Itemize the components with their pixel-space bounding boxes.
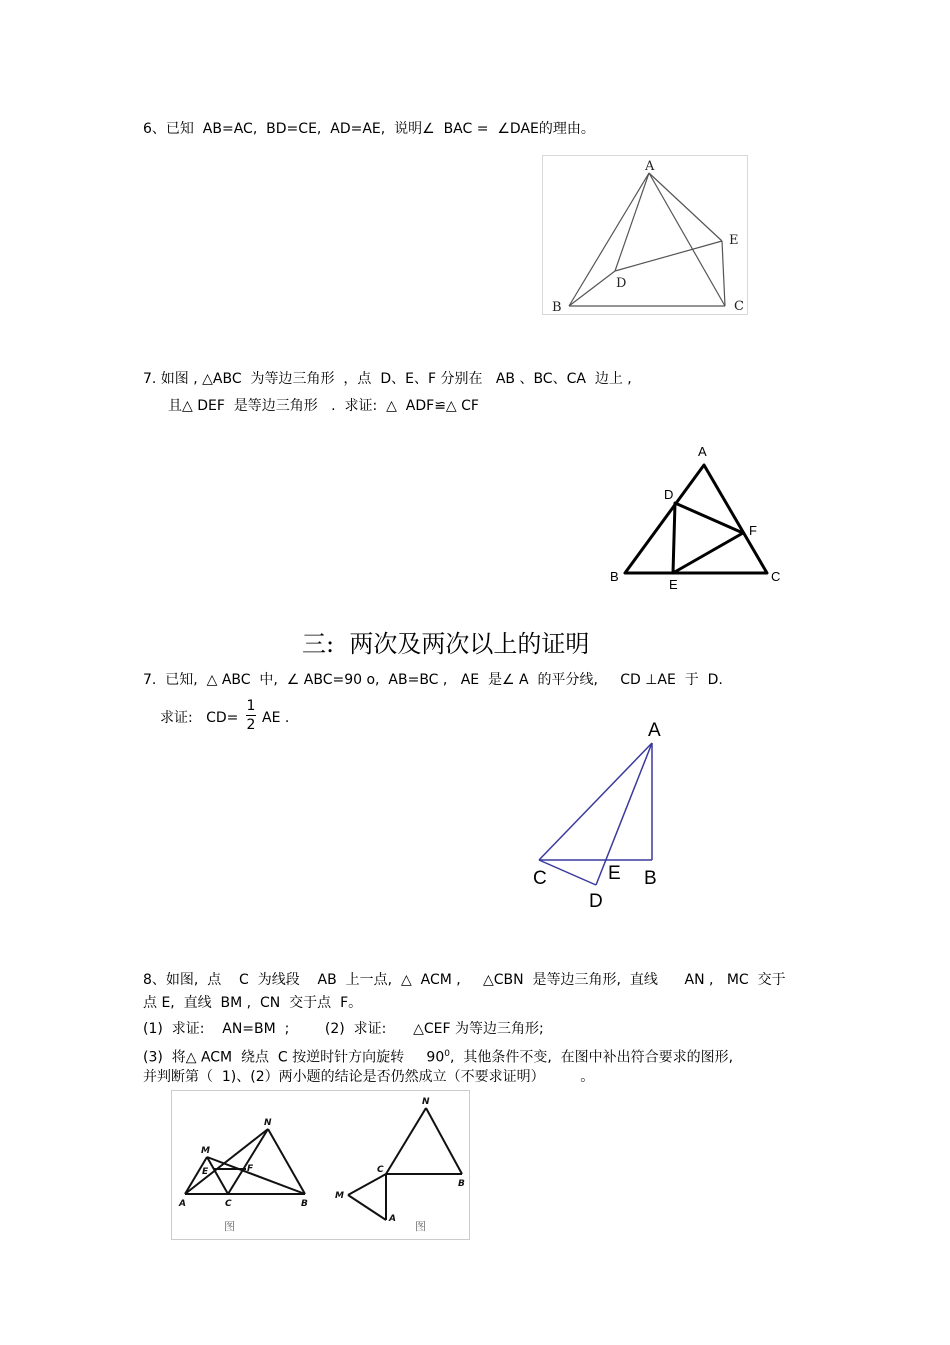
q6-line-BD [569, 271, 615, 306]
q7a-line2: 且△ DEF 是等边三角形 . 求证: △ ADF≌△ CF [168, 398, 479, 414]
q7b-label-B: B [644, 868, 657, 889]
q6-label-E: E [729, 233, 739, 248]
q6-text: 6、已知 AB=AC, BD=CE, AD=AE, 说明∠ BAC = ∠DAE的理由。 [143, 121, 595, 137]
q8-fig2-line-NB [426, 1108, 462, 1174]
q8-fig1-label-B: B [301, 1199, 308, 1209]
q7a-label-B: B [610, 569, 619, 584]
q7b-frac-numerator: 1 [246, 698, 256, 714]
q8-figures-border [172, 1091, 470, 1240]
q8-fig2-label-B: B [458, 1179, 465, 1189]
q8-fig1-label-M: M [201, 1146, 210, 1156]
q7a-triangle-ABC [625, 465, 767, 573]
q8-fig2-label-C: C [377, 1165, 384, 1175]
q7a-label-F: F [749, 523, 757, 538]
q8-fig2-caption: 图 [415, 1220, 426, 1233]
q7b-label-C: C [533, 868, 547, 889]
q8-fig2-label-A: A [389, 1214, 396, 1224]
q8-line4-post: , 其他条件不变, 在图中补出符合要求的图形, [449, 1049, 734, 1066]
q7a-label-C: C [771, 569, 781, 584]
q8-fig1-label-F: F [247, 1164, 254, 1174]
q8-line4-sup: 0 [444, 1049, 450, 1059]
q8-fig2-line-MA [348, 1195, 386, 1220]
q8-fig1-label-C: C [225, 1199, 232, 1209]
q8-fig1-line-CN [228, 1129, 268, 1194]
q6-label-C: C [734, 299, 744, 314]
q8-fig2-label-N: N [422, 1097, 430, 1107]
q7a-label-A: A [698, 444, 707, 459]
q7b-prove-suffix: AE . [262, 710, 290, 726]
q8-fig2-line-CN [386, 1108, 426, 1174]
q6-line-DE [615, 241, 722, 271]
q7b-label-D: D [589, 891, 603, 912]
q7a-label-E: E [669, 577, 678, 592]
q8-fig1-label-E: E [202, 1167, 209, 1177]
q8-fig1-line-NB [268, 1129, 305, 1194]
q8-line1: 8、如图, 点 C 为线段 AB 上一点, △ ACM , △CBN 是等边三角形, 直线 AN , MC 交于 [143, 972, 786, 988]
q7b-line-AC [539, 743, 652, 860]
q7b-label-E: E [608, 863, 621, 884]
q7a-label-D: D [664, 487, 674, 502]
q7b-label-A: A [648, 720, 661, 741]
q7b-frac-denominator: 2 [246, 717, 256, 733]
q6-label-B: B [552, 300, 562, 315]
q8-line4 [143, 1045, 733, 1067]
q8-fig1-caption: 图 [224, 1220, 235, 1233]
q8-fig1-label-N: N [264, 1118, 272, 1128]
q8-line2: 点 E, 直线 BM , CN 交于点 F。 [143, 995, 363, 1011]
q8-fig1-label-A: A [179, 1199, 186, 1209]
q7b-prove-prefix: 求证: CD= [160, 710, 239, 726]
q7b-figure [525, 715, 675, 915]
q8-fig1-line-MB [207, 1157, 305, 1194]
q7a-figure [600, 440, 790, 595]
q8-line3: (1) 求证: AN=BM ; (2) 求证: △CEF 为等边三角形; [143, 1021, 544, 1037]
q6-line-AE [649, 173, 722, 241]
q8-figures [171, 1090, 471, 1240]
q6-line-AC [649, 173, 725, 306]
q8-fig2-label-M: M [335, 1191, 344, 1201]
q8-line4-pre: (3) 将△ ACM 绕点 C 按逆时针方向旋转 90 [143, 1049, 445, 1066]
section-heading: 三: 两次及两次以上的证明 [302, 630, 590, 658]
q7b-line-AD [596, 743, 652, 885]
q7b-line1: 7. 已知, △ ABC 中, ∠ ABC=90 o, AB=BC , AE 是∠ A 的平分线, CD ⊥AE 于 D. [143, 672, 723, 688]
q8-fig2 [348, 1108, 462, 1220]
q7b-fraction [244, 697, 258, 734]
q6-label-A: A [645, 159, 655, 174]
q6-line-EC [722, 241, 725, 306]
q8-fig1-line-AN [185, 1129, 268, 1194]
q7b-line-CD [539, 860, 596, 885]
q6-label-D: D [616, 276, 627, 291]
q8-line5: 并判断第（ 1)、(2）两小题的结论是否仍然成立（不要求证明） 。 [143, 1069, 595, 1085]
q7a-line1: 7. 如图 , △ABC 为等边三角形 ，点 D、E、F 分别在 AB 、BC、CA 边上 , [143, 371, 632, 387]
q6-figure [542, 155, 748, 315]
q8-fig2-line-CM [348, 1174, 386, 1195]
q6-line-AB [569, 173, 649, 306]
q8-fig1 [185, 1129, 305, 1194]
